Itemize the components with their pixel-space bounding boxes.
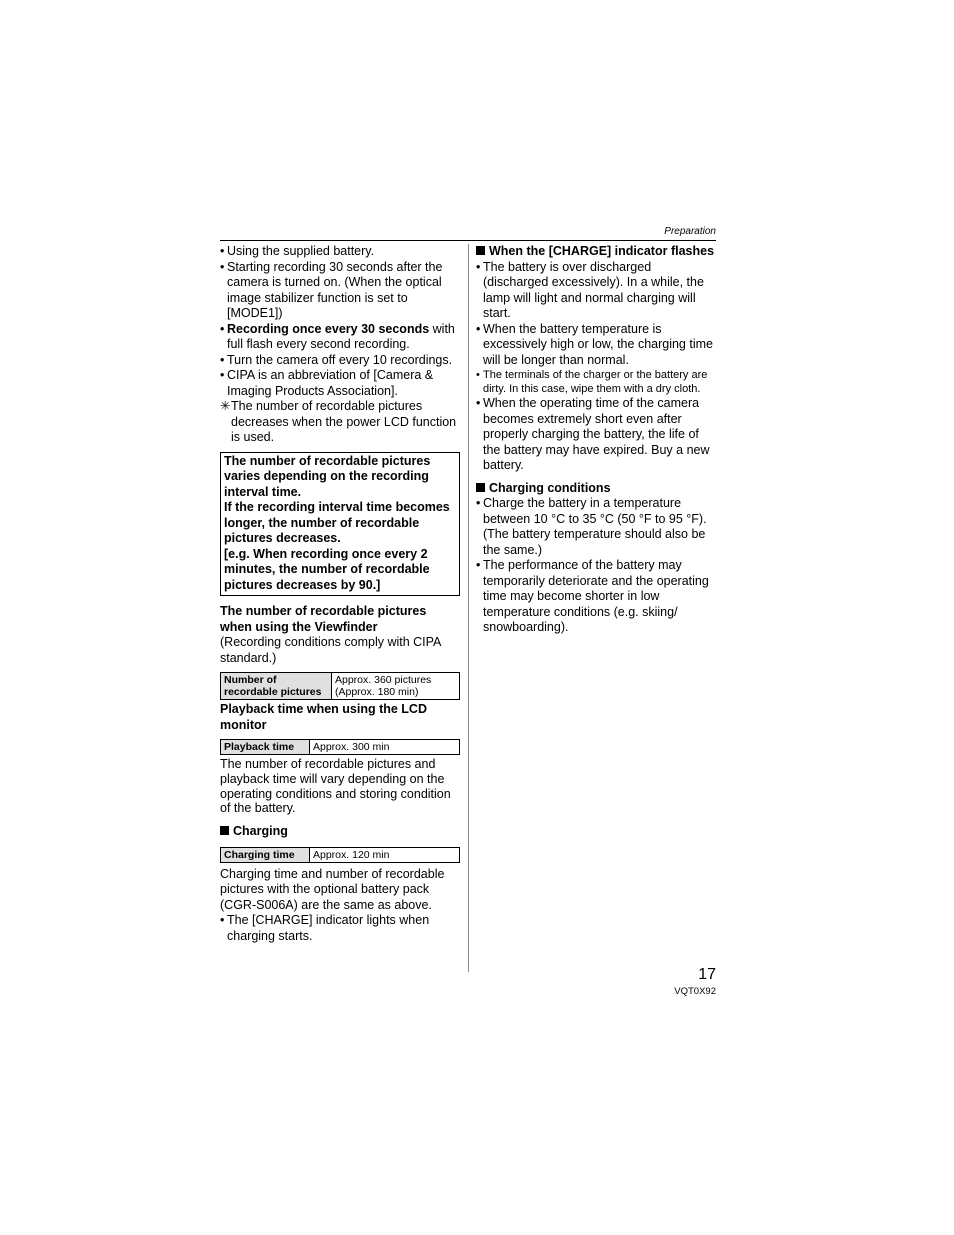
column-divider	[468, 244, 469, 972]
list-item	[220, 244, 460, 260]
list-item	[476, 322, 716, 369]
list-item	[476, 260, 716, 322]
list-item-text: When the battery temperature is excessively high or low, the charging time will be longer than normal.	[483, 321, 713, 367]
table-label-cell: Charging time	[221, 847, 310, 862]
footnote	[220, 399, 460, 446]
list-item-text: The terminals of the charger or the battery are dirty. In this case, wipe them with a dry cloth.	[483, 369, 708, 395]
notice-line: If the recording interval time becomes longer, the number of recordable pictures decreases.	[224, 500, 450, 545]
list-item	[220, 913, 460, 944]
list-item-text: The performance of the battery may temporarily deteriorate and the operating time may become shorter in low temperature conditions (e.g. skiing/ snowboarding).	[483, 558, 709, 634]
left-column	[220, 244, 460, 944]
list-item-text: CIPA is an abbreviation of [Camera & Imaging Products Association].	[227, 368, 434, 398]
charging-time-table	[220, 847, 460, 863]
list-item	[476, 496, 716, 558]
charging-conditions-heading	[476, 481, 716, 497]
list-item-bold-text: Recording once every 30 seconds	[227, 321, 430, 336]
charging-heading	[220, 824, 460, 840]
table-label-cell: Number of recordable pictures	[221, 673, 332, 700]
list-item-text: Using the supplied battery.	[227, 244, 375, 258]
list-item	[220, 353, 460, 369]
table-value-cell: Approx. 300 min	[310, 740, 460, 755]
list-item	[476, 368, 716, 396]
header-rule	[220, 240, 716, 241]
list-item	[220, 260, 460, 322]
interval-notice-box	[220, 452, 460, 597]
square-bullet-icon	[476, 483, 485, 492]
charging-conditions-list	[476, 496, 716, 636]
heading-text: When the [CHARGE] indicator flashes	[489, 244, 715, 258]
playback-heading: Playback time when using the LCD monitor	[220, 702, 427, 732]
list-item-text: Turn the camera off every 10 recordings.	[227, 352, 453, 367]
conditions-bullet-list	[220, 244, 460, 399]
document-code: VQT0X92	[674, 986, 716, 997]
square-bullet-icon	[476, 246, 485, 255]
list-item-text: Charge the battery in a temperature between 10 °C to 35 °C (50 °F to 95 °F). (The battery temperature should also be the same.)	[483, 496, 707, 557]
square-bullet-icon	[220, 826, 229, 835]
right-column	[476, 244, 716, 636]
table-value-cell: Approx. 120 min	[310, 847, 460, 862]
section-label: Preparation	[664, 226, 716, 237]
charging-text: Charging time and number of recordable pictures with the optional battery pack (CGR-S006A) are the same as above.	[220, 866, 445, 912]
playback-time-table	[220, 739, 460, 755]
list-item-text: When the operating time of the camera becomes extremely short even after properly charging the battery, the life of the battery may have expired. Buy a new battery.	[483, 396, 710, 472]
list-item-text: The battery is over discharged (discharged excessively). In a while, the lamp will light and normal charging will start.	[483, 259, 704, 320]
footnote-text: The number of recordable pictures decreases when the power LCD function is used.	[231, 399, 457, 444]
heading-text: Charging conditions	[489, 480, 611, 495]
page-number: 17	[698, 966, 716, 983]
list-item	[220, 368, 460, 399]
recordable-pictures-table	[220, 672, 460, 700]
table-label-cell: Playback time	[221, 740, 310, 755]
notice-line: The number of recordable pictures varies depending on the recording interval time.	[224, 453, 431, 499]
charge-flash-heading	[476, 244, 716, 260]
asterisk-icon: ✳	[220, 399, 231, 413]
list-item	[220, 322, 460, 353]
table-value-line: (Approx. 180 min)	[335, 686, 419, 698]
list-item-text: with full flash every second recording.	[227, 321, 455, 351]
viewfinder-heading: The number of recordable pictures when using the Viewfinder	[220, 604, 427, 634]
battery-vary-text: The number of recordable pictures and playback time will vary depending on the operating conditions and storing condition of the battery.	[220, 757, 451, 816]
notice-line: [e.g. When recording once every 2 minutes, the number of recordable pictures decreases by 90.]	[224, 546, 430, 592]
list-item-text: The [CHARGE] indicator lights when charging starts.	[227, 913, 430, 943]
table-row	[221, 673, 460, 700]
charge-flash-list	[476, 260, 716, 474]
viewfinder-subtext: (Recording conditions comply with CIPA standard.)	[220, 635, 441, 665]
list-item	[476, 558, 716, 636]
table-row	[221, 740, 460, 755]
heading-text: Charging	[233, 824, 288, 839]
list-item	[476, 396, 716, 474]
list-item-text: Starting recording 30 seconds after the camera is turned on. (When the optical image stabilizer function is set to [MODE1])	[227, 259, 443, 320]
table-row	[221, 847, 460, 862]
table-value-line: Approx. 360 pictures	[335, 674, 432, 686]
table-value-cell	[332, 673, 460, 700]
